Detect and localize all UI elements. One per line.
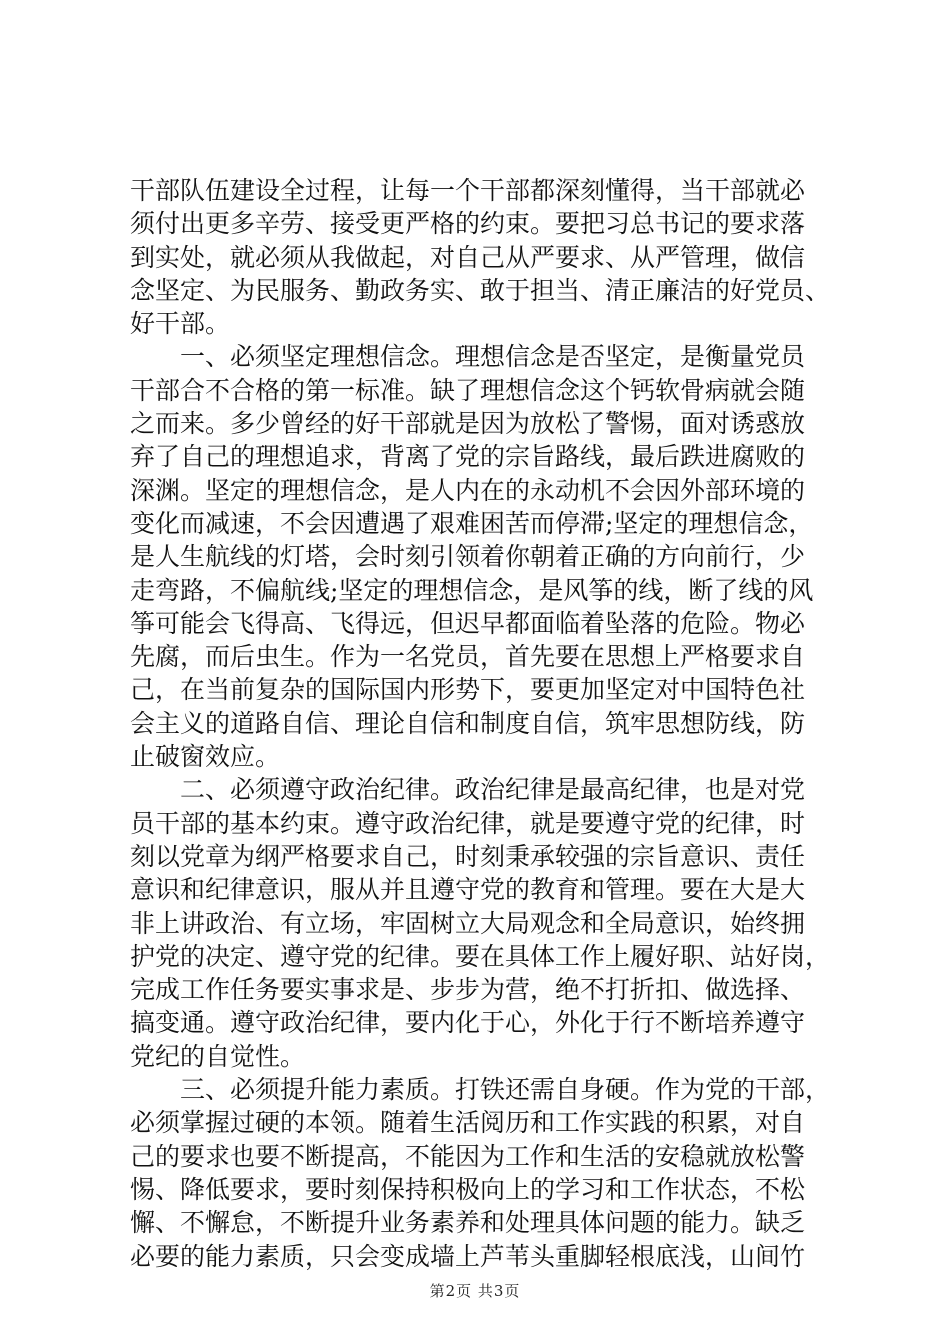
text-line: 己的要求也要不断提高，不能因为工作和生活的安稳就放松警 (130, 1141, 806, 1171)
text-line: 非上讲政治、有立场，牢固树立大局观念和全局意识，始终拥 (130, 908, 806, 938)
text-line: 须付出更多辛劳、接受更严格的约束。要把习总书记的要求落 (130, 209, 806, 239)
text-line: 好干部。 (130, 309, 231, 339)
document-body (130, 174, 830, 1273)
text-line: 筝可能会飞得高、飞得远，但迟早都面临着坠落的危险。物必 (130, 608, 806, 638)
text-line: 止破窗效应。 (130, 742, 281, 772)
text-line: 变化而减速，不会因遭遇了艰难困苦而停滞;坚定的理想信念， (130, 508, 814, 538)
text-line: 党纪的自觉性。 (130, 1041, 306, 1071)
text-line: 三、必须提升能力素质。打铁还需自身硬。作为党的干部， (130, 1075, 831, 1105)
text-line: 一、必须坚定理想信念。理想信念是否坚定，是衡量党员 (130, 342, 806, 372)
text-line: 到实处，就必须从我做起，对自己从严要求、从严管理，做信 (130, 242, 806, 272)
text-line: 念坚定、为民服务、勤政务实、敢于担当、清正廉洁的好党员、 (130, 275, 831, 305)
text-line: 必要的能力素质，只会变成墙上芦苇头重脚轻根底浅，山间竹 (130, 1241, 806, 1271)
text-line: 深渊。坚定的理想信念，是人内在的永动机不会因外部环境的 (130, 475, 806, 505)
text-line: 会主义的道路自信、理论自信和制度自信，筑牢思想防线，防 (130, 708, 806, 738)
text-line: 己，在当前复杂的国际国内形势下，要更加坚定对中国特色社 (130, 675, 806, 705)
text-line: 走弯路，不偏航线;坚定的理想信念，是风筝的线，断了线的风 (130, 575, 814, 605)
page-footer: 第2页 共3页 (429, 1282, 521, 1300)
text-line: 意识和纪律意识，服从并且遵守党的教育和管理。要在大是大 (130, 875, 806, 905)
text-line: 搞变通。遵守政治纪律，要内化于心，外化于行不断培养遵守 (130, 1008, 806, 1038)
text-line: 弃了自己的理想追求，背离了党的宗旨路线，最后跌进腐败的 (130, 442, 806, 472)
text-line: 懈、不懈怠，不断提升业务素养和处理具体问题的能力。缺乏 (130, 1208, 806, 1238)
text-line: 惕、降低要求，要时刻保持积极向上的学习和工作状态，不松 (130, 1174, 806, 1204)
text-line: 干部合不合格的第一标准。缺了理想信念这个钙软骨病就会随 (130, 375, 806, 405)
text-line: 先腐，而后虫生。作为一名党员，首先要在思想上严格要求自 (130, 642, 806, 672)
text-line: 护党的决定、遵守党的纪律。要在具体工作上履好职、站好岗， (130, 941, 831, 971)
text-line: 之而来。多少曾经的好干部就是因为放松了警惕，面对诱惑放 (130, 409, 806, 439)
text-line: 必须掌握过硬的本领。随着生活阅历和工作实践的积累，对自 (130, 1108, 806, 1138)
text-line: 二、必须遵守政治纪律。政治纪律是最高纪律，也是对党 (130, 775, 806, 805)
text-line: 刻以党章为纲严格要求自己，时刻秉承较强的宗旨意识、责任 (130, 841, 806, 871)
text-line: 完成工作任务要实事求是、步步为营，绝不打折扣、做选择、 (130, 975, 806, 1005)
text-line: 是人生航线的灯塔，会时刻引领着你朝着正确的方向前行，少 (130, 542, 806, 572)
text-line: 干部队伍建设全过程，让每一个干部都深刻懂得，当干部就必 (130, 176, 806, 205)
text-line: 员干部的基本约束。遵守政治纪律，就是要遵守党的纪律，时 (130, 808, 806, 838)
